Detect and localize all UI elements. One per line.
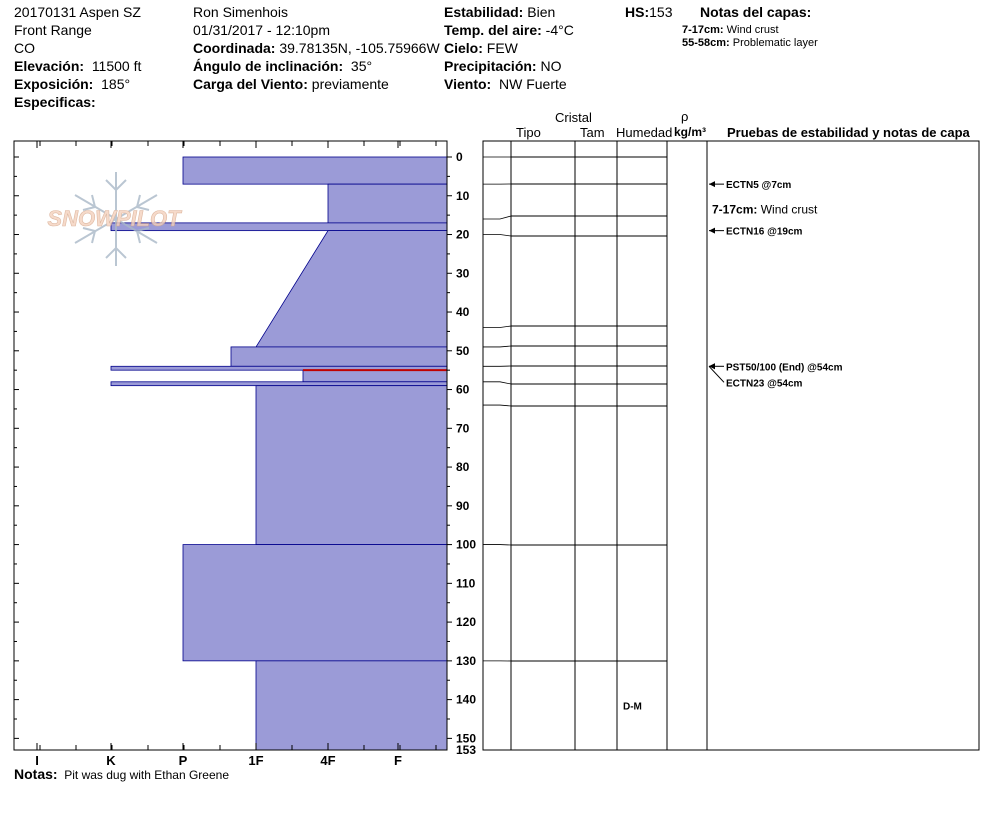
notes-text: Pit was dug with Ethan Greene <box>64 768 229 782</box>
stability-note-text: Wind crust <box>760 202 818 217</box>
layer-connector <box>483 235 511 236</box>
depth-tick-label: 120 <box>456 615 477 630</box>
layer-connectors <box>483 157 511 661</box>
slope-label: Ángulo de inclinación: <box>193 58 344 74</box>
state-name: CO <box>14 40 35 56</box>
layer-connector <box>483 326 511 328</box>
coordinates-value: 39.78135N, -105.75966W <box>279 40 440 56</box>
depth-tick-label: 90 <box>456 498 470 513</box>
depth-tick-label: 60 <box>456 382 470 397</box>
note-arrow <box>709 366 724 382</box>
air-temp-value: -4°C <box>545 22 574 38</box>
hardness-tick-label: P <box>178 753 188 768</box>
col-tests: Pruebas de estabilidad y notas de capa <box>727 125 970 140</box>
stability-notes <box>709 180 843 389</box>
col-moisture: Humedad <box>616 125 673 140</box>
sky-value: FEW <box>486 40 518 56</box>
depth-tick-label: 40 <box>456 305 470 320</box>
layer-connector <box>483 405 511 406</box>
aspect-value: 185° <box>101 76 131 92</box>
depth-tick-label: 50 <box>456 343 470 358</box>
hardness-layer <box>183 545 447 661</box>
range-name: Front Range <box>14 22 92 38</box>
stability-note-range: 7-17cm: <box>712 202 761 217</box>
depth-tick-label: 100 <box>456 537 477 552</box>
pit-name: 20170131 Aspen SZ <box>14 4 141 20</box>
col-type: Tipo <box>516 125 541 140</box>
hardness-layer <box>183 157 447 184</box>
layer-connector <box>483 216 511 219</box>
hs-value: 153 <box>649 4 673 20</box>
hs-label: HS: <box>625 4 650 20</box>
depth-tick-label: 110 <box>456 576 476 591</box>
depth-tick-label: 80 <box>456 460 470 475</box>
hardness-tick-label: 4F <box>320 753 336 768</box>
hardness-layer <box>111 382 447 386</box>
notes-label: Notas: <box>14 766 58 782</box>
col-crystal: Cristal <box>555 110 592 125</box>
hardness-layer <box>256 386 447 545</box>
arrowhead-icon <box>709 228 715 234</box>
hardness-layer <box>231 347 447 366</box>
stability-note: ECTN5 @7cm <box>726 180 792 192</box>
wind-label: Viento: <box>444 76 492 92</box>
layer-rows <box>511 157 667 661</box>
stability-note: PST50/100 (End) @54cm <box>726 362 843 374</box>
air-temp-label: Temp. del aire: <box>444 22 542 38</box>
snowpilot-logo <box>47 172 182 266</box>
layer-notes-title: Notas del capas: <box>700 4 812 20</box>
depth-tick-label: 10 <box>456 188 470 203</box>
depth-tick-label: 70 <box>456 421 470 436</box>
precip-value: NO <box>540 58 562 74</box>
elevation-label: Elevación: <box>14 58 85 74</box>
logo-text: SNOWPILOT <box>47 206 181 231</box>
hardness-tick-label: 1F <box>248 753 264 768</box>
aspect-label: Exposición: <box>14 76 94 92</box>
hardness-layer <box>256 231 447 347</box>
depth-tick-label: 30 <box>456 266 470 281</box>
precip-label: Precipitación: <box>444 58 537 74</box>
stability-note <box>712 202 818 216</box>
col-density-unit: kg/m³ <box>674 125 707 139</box>
layer-table <box>483 141 979 750</box>
hardness-tick-label: I <box>35 753 39 768</box>
depth-bottom-label: 153 <box>456 743 477 757</box>
coordinates-label: Coordinada: <box>193 40 276 56</box>
hardness-layer <box>328 184 447 223</box>
stability-note: ECTN23 @54cm <box>726 378 803 390</box>
hardness-tick-label: K <box>106 753 116 768</box>
layer-note-1: 7-17cm: Wind crust <box>682 24 779 36</box>
wind-value: NW Fuerte <box>498 76 567 92</box>
layer-connector <box>483 346 511 347</box>
layer-connector <box>483 382 511 384</box>
arrowhead-icon <box>709 181 715 187</box>
depth-tick-label: 0 <box>456 150 463 164</box>
stability-value: Bien <box>527 4 556 20</box>
sky-label: Cielo: <box>444 40 483 56</box>
wind-load-label: Carga del Viento: <box>193 76 308 92</box>
depth-tick-label: 150 <box>456 731 477 746</box>
datetime: 01/31/2017 - 12:10pm <box>193 22 330 38</box>
arrowhead-icon <box>709 363 715 369</box>
col-size: Tam <box>580 125 605 140</box>
hardness-layer <box>303 370 447 382</box>
depth-tick-label: 130 <box>456 653 477 668</box>
stability-label: Estabilidad: <box>444 4 524 20</box>
wind-load-value: previamente <box>311 76 389 92</box>
layer-note-2: 55-58cm: Problematic layer <box>682 37 818 49</box>
hardness-tick-label: F <box>394 753 402 768</box>
hardness-profile-area <box>111 157 447 750</box>
moisture-value: D-M <box>623 701 642 713</box>
observer: Ron Simenhois <box>193 4 288 20</box>
stability-note: ECTN16 @19cm <box>726 226 803 238</box>
col-rho: ρ <box>681 109 689 124</box>
elevation-value: 11500 ft <box>91 58 142 74</box>
slope-value: 35° <box>350 58 373 74</box>
depth-tick-label: 140 <box>456 692 477 707</box>
specifics-label: Especificas: <box>14 94 96 110</box>
depth-tick-label: 20 <box>456 227 470 242</box>
hardness-layer <box>256 661 447 750</box>
